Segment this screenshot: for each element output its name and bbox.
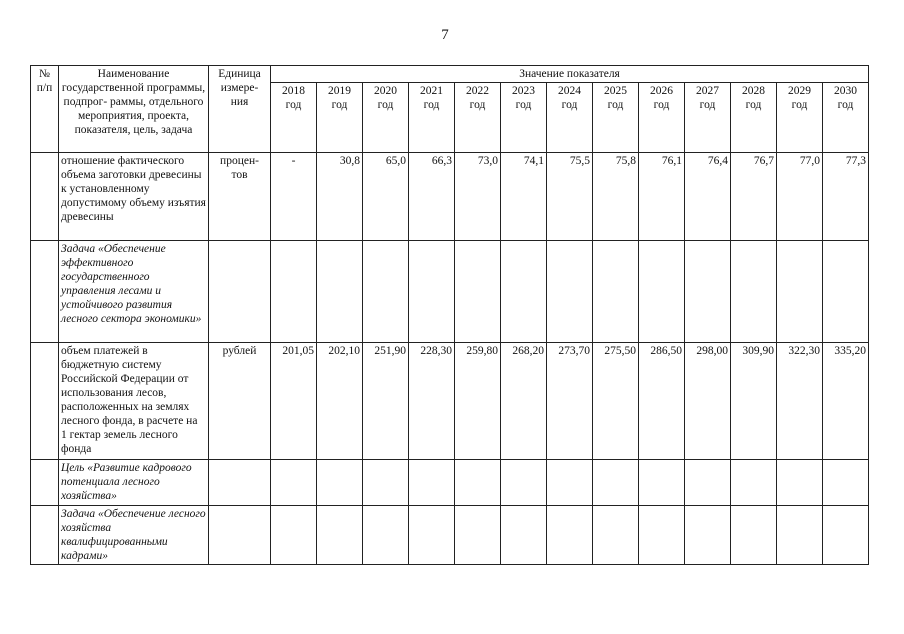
- table-row: [31, 241, 869, 343]
- value-cell: 73,0: [455, 153, 501, 241]
- value-cell: 76,1: [639, 153, 685, 241]
- year-header: 2029 год: [777, 83, 823, 153]
- value-cell: [409, 241, 455, 343]
- header-unit: Единица измере- ния: [209, 66, 271, 153]
- row-name: Задача «Обеспечение эффективного государственного управления лесами и устойчивого развития лесного сектора экономики»: [59, 241, 209, 343]
- page-number: 7: [441, 27, 449, 43]
- value-cell: [685, 460, 731, 506]
- row-unit: [209, 506, 271, 565]
- year-header: 2020 год: [363, 83, 409, 153]
- value-cell: [455, 460, 501, 506]
- row-unit: рублей: [209, 343, 271, 460]
- value-cell: [777, 241, 823, 343]
- value-cell: 74,1: [501, 153, 547, 241]
- value-cell: [547, 241, 593, 343]
- value-cell: 65,0: [363, 153, 409, 241]
- value-cell: [363, 241, 409, 343]
- value-cell: [501, 241, 547, 343]
- year-header: 2019 год: [317, 83, 363, 153]
- value-cell: [685, 241, 731, 343]
- value-cell: [409, 506, 455, 565]
- row-num: [31, 460, 59, 506]
- value-cell: [731, 460, 777, 506]
- value-cell: 75,5: [547, 153, 593, 241]
- value-cell: 275,50: [593, 343, 639, 460]
- value-cell: 259,80: [455, 343, 501, 460]
- row-num: [31, 506, 59, 565]
- row-num: [31, 241, 59, 343]
- value-cell: [455, 506, 501, 565]
- value-cell: 202,10: [317, 343, 363, 460]
- table-row: [31, 460, 869, 506]
- header-num: № п/п: [31, 66, 59, 153]
- value-cell: [317, 506, 363, 565]
- value-cell: 76,4: [685, 153, 731, 241]
- value-cell: 286,50: [639, 343, 685, 460]
- year-header: 2026 год: [639, 83, 685, 153]
- value-cell: 268,20: [501, 343, 547, 460]
- year-header: 2018 год: [271, 83, 317, 153]
- table-row: [31, 343, 869, 460]
- table-row: [31, 506, 869, 565]
- value-cell: [317, 460, 363, 506]
- year-header: 2030 год: [823, 83, 869, 153]
- indicator-table: [30, 65, 869, 565]
- year-header: 2027 год: [685, 83, 731, 153]
- row-num: [31, 153, 59, 241]
- value-cell: [593, 460, 639, 506]
- value-cell: [271, 506, 317, 565]
- value-cell: 309,90: [731, 343, 777, 460]
- header-value: Значение показателя: [271, 66, 869, 83]
- value-cell: 66,3: [409, 153, 455, 241]
- value-cell: -: [271, 153, 317, 241]
- value-cell: [823, 506, 869, 565]
- value-cell: [271, 241, 317, 343]
- value-cell: [317, 241, 363, 343]
- row-name: Цель «Развитие кадрового потенциала лесного хозяйства»: [59, 460, 209, 506]
- value-cell: [731, 241, 777, 343]
- value-cell: 298,00: [685, 343, 731, 460]
- year-header: 2024 год: [547, 83, 593, 153]
- value-cell: [409, 460, 455, 506]
- year-header: 2022 год: [455, 83, 501, 153]
- year-header: 2021 год: [409, 83, 455, 153]
- value-cell: 335,20: [823, 343, 869, 460]
- table-row: [31, 153, 869, 241]
- row-unit: процен- тов: [209, 153, 271, 241]
- row-num: [31, 343, 59, 460]
- value-cell: [639, 460, 685, 506]
- year-header: 2028 год: [731, 83, 777, 153]
- value-cell: [501, 460, 547, 506]
- value-cell: [271, 460, 317, 506]
- header-row: [31, 66, 869, 83]
- year-header: 2023 год: [501, 83, 547, 153]
- value-cell: [501, 506, 547, 565]
- value-cell: [731, 506, 777, 565]
- value-cell: 30,8: [317, 153, 363, 241]
- value-cell: [777, 506, 823, 565]
- value-cell: [823, 241, 869, 343]
- row-unit: [209, 460, 271, 506]
- value-cell: [823, 460, 869, 506]
- value-cell: 77,0: [777, 153, 823, 241]
- value-cell: 77,3: [823, 153, 869, 241]
- value-cell: [455, 241, 501, 343]
- value-cell: [777, 460, 823, 506]
- value-cell: [547, 506, 593, 565]
- value-cell: [639, 241, 685, 343]
- value-cell: 75,8: [593, 153, 639, 241]
- value-cell: [639, 506, 685, 565]
- value-cell: 201,05: [271, 343, 317, 460]
- year-header: 2025 год: [593, 83, 639, 153]
- value-cell: 251,90: [363, 343, 409, 460]
- row-unit: [209, 241, 271, 343]
- row-name: отношение фактического объема заготовки древесины к установленному допустимому объему изъятия древесины: [59, 153, 209, 241]
- row-name: Задача «Обеспечение лесного хозяйства квалифицированными кадрами»: [59, 506, 209, 565]
- value-cell: 76,7: [731, 153, 777, 241]
- value-cell: [593, 241, 639, 343]
- value-cell: 273,70: [547, 343, 593, 460]
- value-cell: [363, 460, 409, 506]
- value-cell: 228,30: [409, 343, 455, 460]
- value-cell: [593, 506, 639, 565]
- value-cell: 322,30: [777, 343, 823, 460]
- value-cell: [363, 506, 409, 565]
- row-name: объем платежей в бюджетную систему Российской Федерации от использования лесов, расположенных на землях лесного фонда, в расчете на 1 гектар земель лесного фонда: [59, 343, 209, 460]
- header-name: Наименование государственной программы, подпрог- раммы, отдельного мероприятия, проекта, показателя, цель, задача: [59, 66, 209, 153]
- value-cell: [547, 460, 593, 506]
- value-cell: [685, 506, 731, 565]
